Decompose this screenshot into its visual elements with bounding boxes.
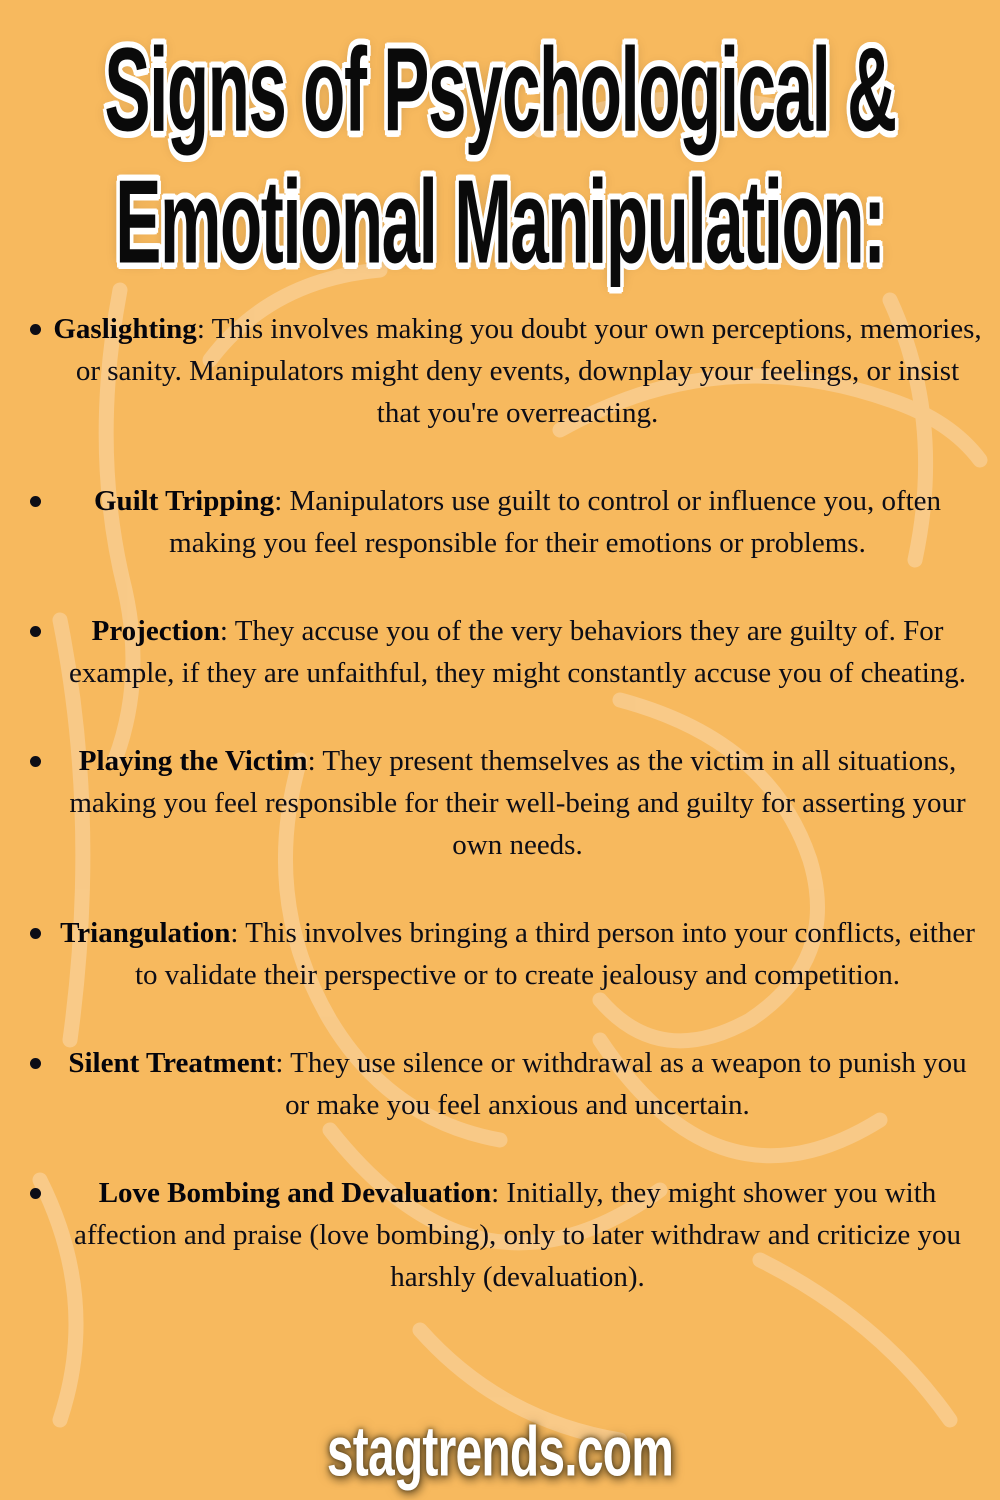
- list-item: [16, 610, 986, 694]
- list-item: [16, 1172, 986, 1298]
- list-item: [16, 912, 986, 996]
- dot-bullet-icon: [30, 496, 41, 507]
- item-description: They use silence or withdrawal as a weapon to punish you or make you feel anxious and uncertain.: [285, 1047, 967, 1121]
- dot-bullet-icon: [30, 324, 41, 335]
- item-term: Gaslighting: [53, 313, 197, 345]
- item-text: [41, 740, 986, 866]
- item-colon: :: [274, 485, 283, 517]
- list-item: [16, 308, 986, 434]
- item-description: This involves making you doubt your own perceptions, memories, or sanity. Manipulators might deny events, downplay your feelings, or insist that you're overreacting.: [75, 313, 982, 429]
- item-colon: :: [219, 615, 228, 647]
- item-text: [41, 610, 986, 694]
- item-text: [41, 480, 986, 564]
- item-colon: :: [196, 313, 205, 345]
- item-term: Guilt Tripping: [93, 485, 275, 517]
- website-footer: stagtrends.com: [326, 1411, 674, 1491]
- item-description: Manipulators use guilt to control or influence you, often making you feel responsible for their emotions or problems.: [169, 485, 942, 559]
- item-text: [41, 308, 986, 434]
- page-title-line-1: Signs of Psychological &: [104, 24, 896, 157]
- item-colon: :: [230, 917, 239, 949]
- item-description: Initially, they might shower you with affection and praise (love bombing), only to later withdraw and criticize you harshly (devaluation).: [74, 1177, 961, 1293]
- dot-bullet-icon: [30, 626, 41, 637]
- item-term: Love Bombing and Devaluation: [98, 1177, 492, 1209]
- item-description: This involves bringing a third person into your conflicts, either to validate their perspective or to create jealousy and competition.: [135, 917, 975, 991]
- list-item: [16, 1042, 986, 1126]
- dot-bullet-icon: [30, 756, 41, 767]
- item-term: Silent Treatment: [68, 1047, 276, 1079]
- item-description: They present themselves as the victim in all situations, making you feel responsible for their well-being and guilty for asserting your own needs.: [69, 745, 966, 861]
- list-item: [16, 740, 986, 866]
- item-term: Triangulation: [60, 917, 231, 949]
- item-description: They accuse you of the very behaviors they are guilty of. For example, if they are unfaithful, they might constantly accuse you of cheating.: [68, 615, 967, 689]
- item-colon: :: [491, 1177, 500, 1209]
- item-text: [41, 1172, 986, 1298]
- dot-bullet-icon: [30, 1058, 41, 1069]
- page-title-line-2: Emotional Manipulation:: [115, 156, 885, 289]
- item-text: [41, 1042, 986, 1126]
- item-term: Projection: [91, 615, 220, 647]
- item-colon: :: [275, 1047, 284, 1079]
- item-term: Playing the Victim: [78, 745, 308, 777]
- item-colon: :: [307, 745, 316, 777]
- list-item: [16, 480, 986, 564]
- item-text: [41, 912, 986, 996]
- page-title: [0, 0, 1000, 289]
- dot-bullet-icon: [30, 928, 41, 939]
- dot-bullet-icon: [30, 1188, 41, 1199]
- manipulation-list: [0, 308, 1000, 1298]
